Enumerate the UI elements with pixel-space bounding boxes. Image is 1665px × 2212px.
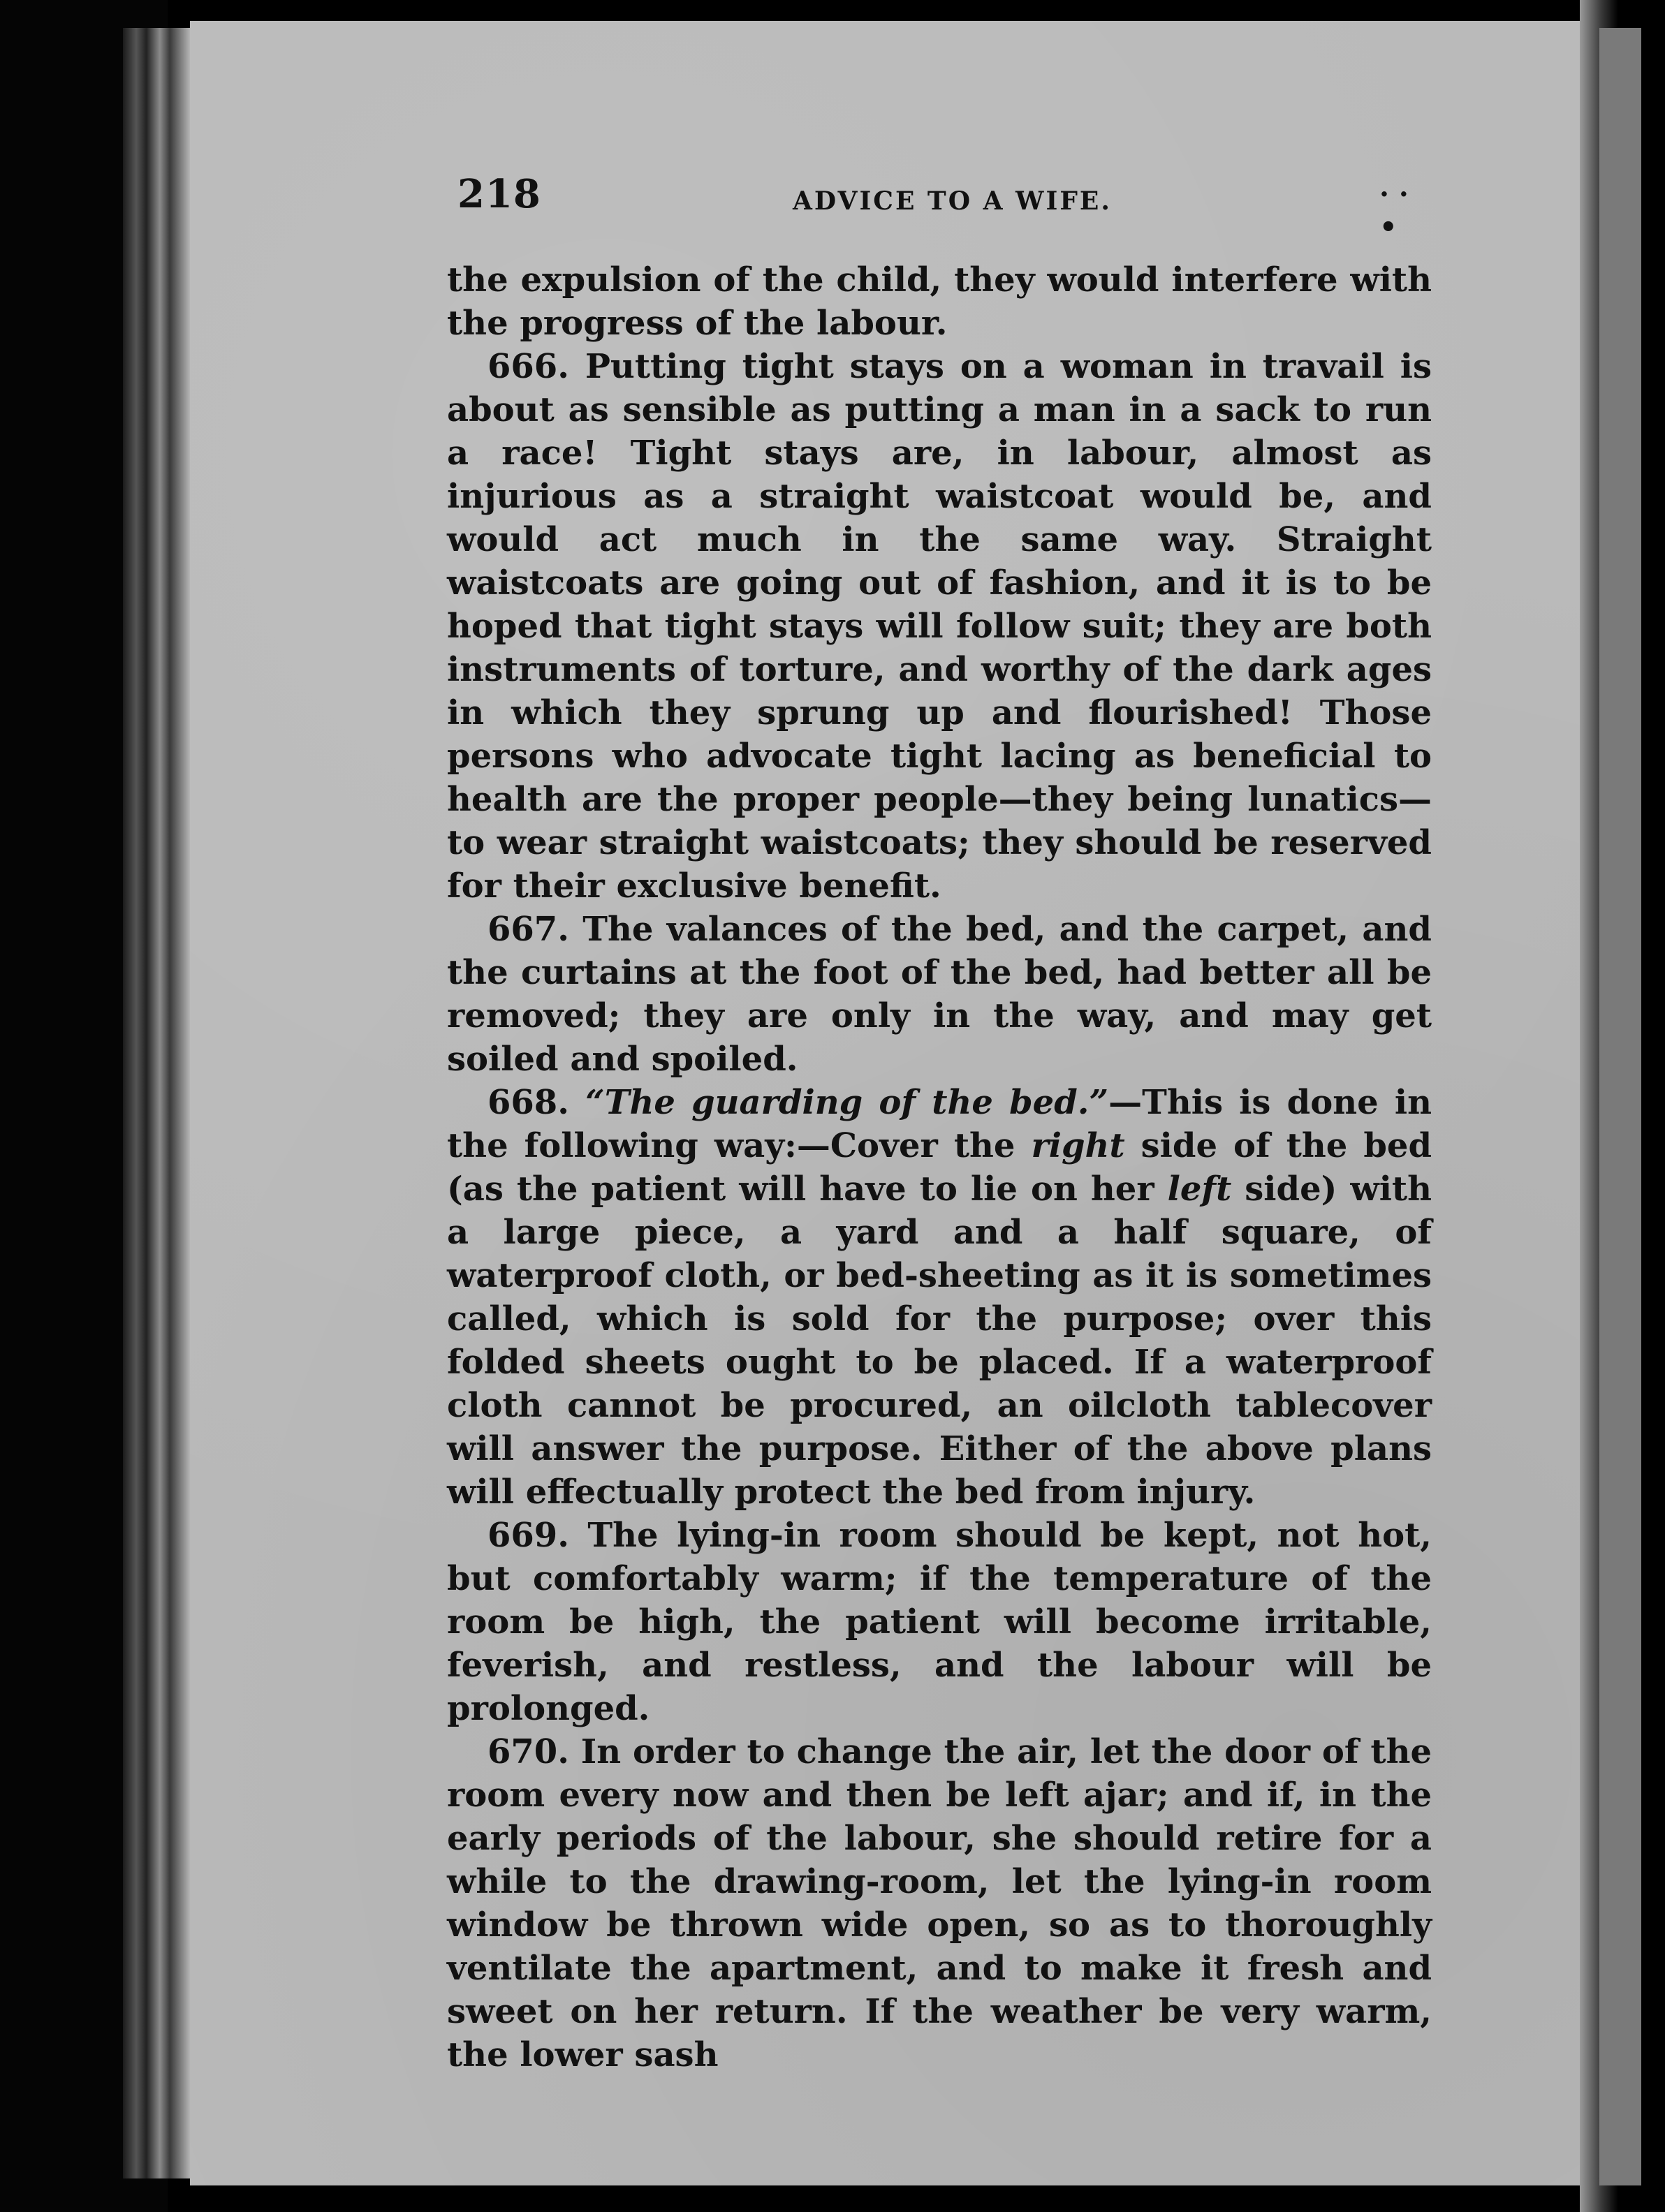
paragraph-heading: “The guarding of the bed.”	[585, 1083, 1109, 1122]
body-text	[447, 258, 1432, 2077]
paragraph-text: the expulsion of the child, they would interfere with the progress of the labour.	[447, 260, 1432, 343]
paragraph-667	[447, 908, 1432, 1081]
paragraph-text: The valances of the bed, and the carpet, and the curtains at the foot of the bed, had better all be removed; they are only in the way, and may get soiled and spoiled.	[447, 910, 1432, 1079]
paragraph-number: 666.	[487, 347, 569, 386]
emphasis-left: left	[1167, 1170, 1232, 1209]
book-spine	[123, 28, 190, 2178]
paragraph-text: Putting tight stays on a woman in travail is about as sensible as putting a man in a sack to run a race! Tight stays are, in labour, almost as injurious as a straight waistcoat would be, and would act much in the same way. Straight waistcoats are going out of fashion, and it is to be hoped that tight stays will follow suit; they are both instruments of torture, and worthy of the dark ages in which they sprung up and flourished! Those persons who advocate tight lacing as beneficial to health are the proper people—they being lunatics—to wear straight waistcoats; they should be reserved for their exclusive benefit.	[447, 347, 1432, 906]
page-number: 218	[457, 171, 541, 217]
paragraph-670	[447, 1730, 1432, 2077]
paragraph-668	[447, 1081, 1432, 1514]
paragraph-continuation	[447, 258, 1432, 345]
paragraph-666	[447, 345, 1432, 908]
paragraph-text: In order to change the air, let the door of the room every now and then be left ajar; and if, in the early periods of the labour, she should retire for a while to the drawing-room, let the lying-in room window be thrown wide open, so as to thoroughly ventilate the apartment, and to make it fresh and sweet on her return. If the weather be very warm, the lower sash	[447, 1732, 1432, 2074]
paragraph-number: 669.	[487, 1516, 569, 1555]
paragraph-text: side) with a large piece, a yard and a half square, of waterproof cloth, or bed-sheeting as it is sometimes called, which is sold for the purpose; over this folded sheets ought to be placed. If a waterproof cloth cannot be procured, an oilcloth tablecover will answer the purpose. Either of the above plans will effectually protect the bed from injury.	[447, 1170, 1432, 1512]
running-title: ADVICE TO A WIFE.	[793, 186, 1112, 216]
header-ornament: · · •	[1379, 178, 1409, 244]
paragraph-text: side of the bed (as the patient will have to lie on her	[447, 1126, 1432, 1209]
paragraph-number: 670.	[487, 1732, 569, 1771]
paragraph-text: —This is done in the following way:—Cover the	[447, 1083, 1432, 1165]
paragraph-number: 668.	[487, 1083, 569, 1122]
emphasis-right: right	[1031, 1126, 1125, 1165]
paragraph-669	[447, 1514, 1432, 1730]
facing-page-edge	[1599, 28, 1641, 2185]
paragraph-number: 667.	[487, 910, 569, 949]
paragraph-text: The lying-in room should be kept, not hot, but comfortably warm; if the temperature of the room be high, the patient will become irritable, feverish, and restless, and the labour will be prolonged.	[447, 1516, 1432, 1728]
page-header	[457, 171, 1421, 244]
